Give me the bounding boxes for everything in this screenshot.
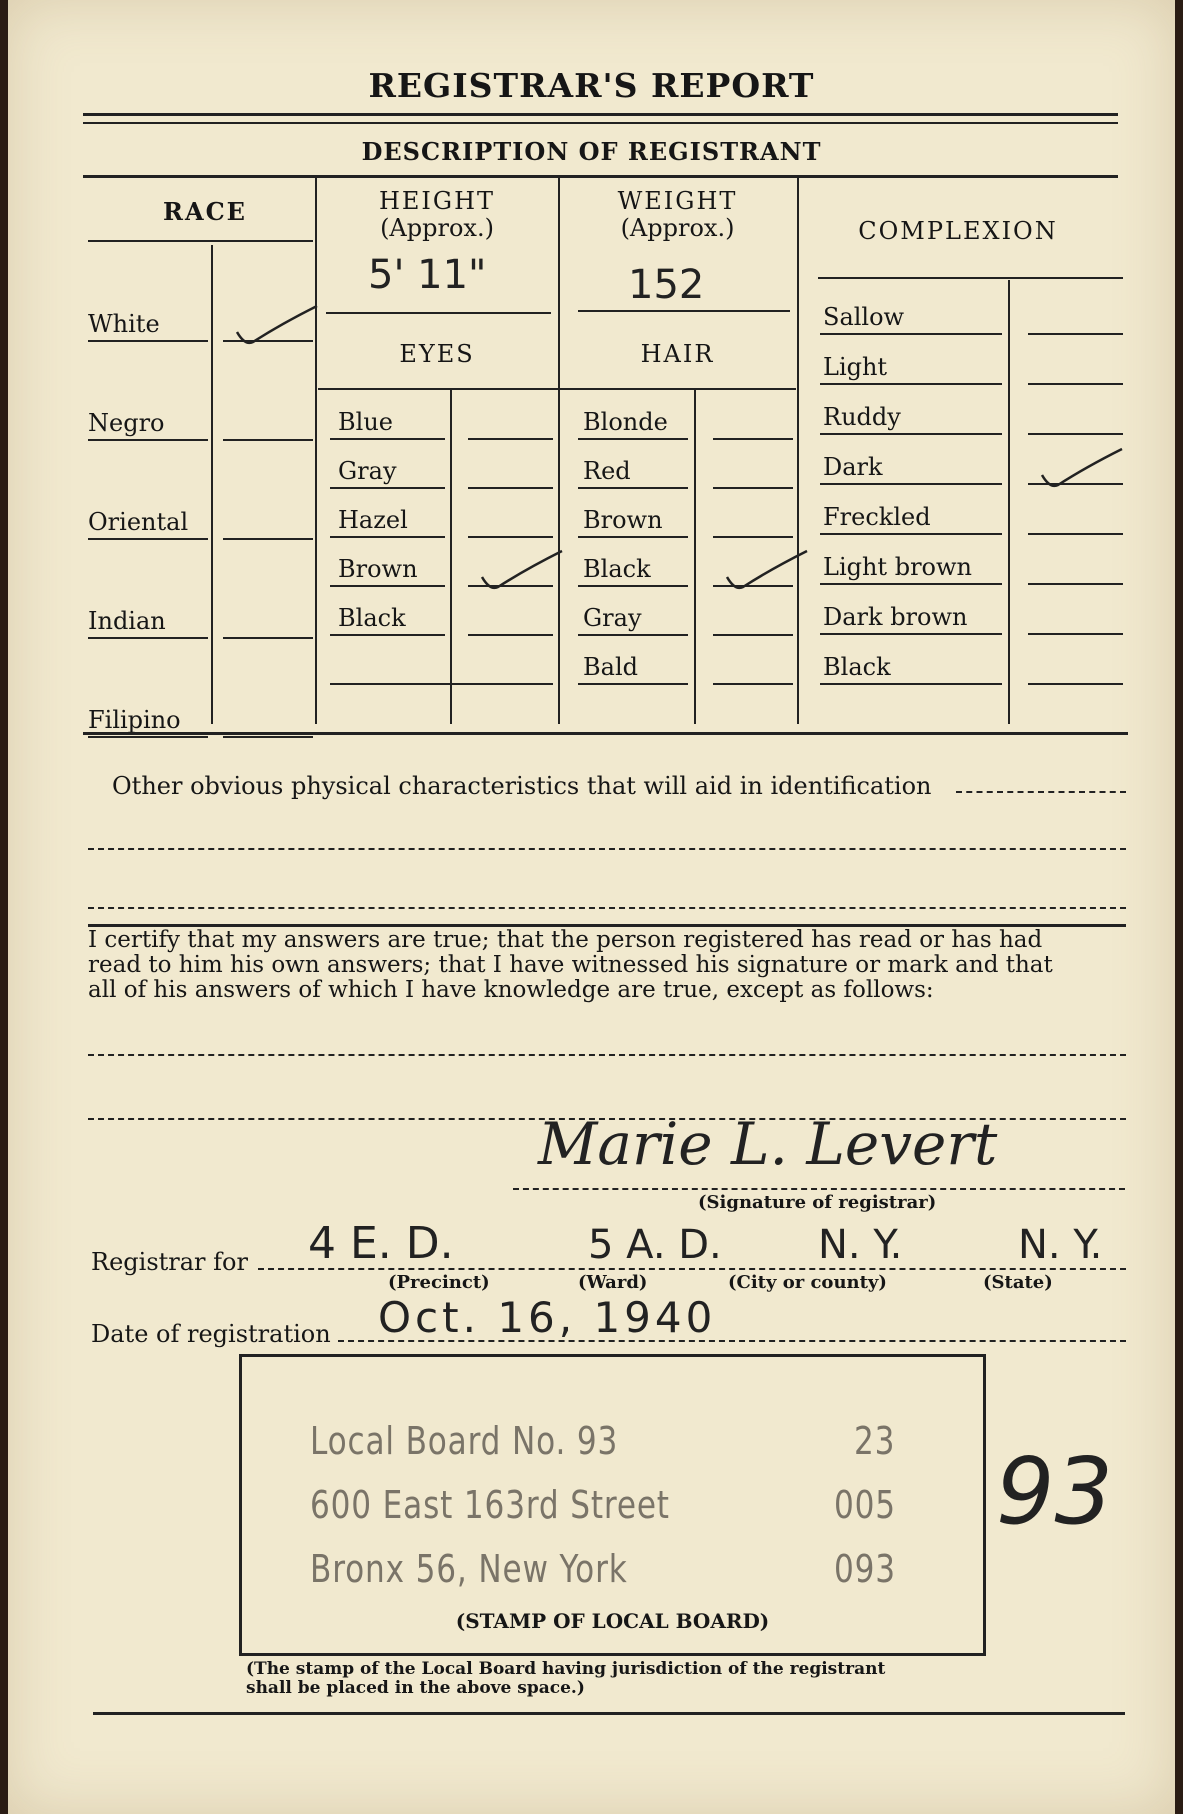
divider [1008,280,1010,724]
rule [820,333,1002,335]
checkbox-line [468,487,553,489]
certification-line: I certify that my answers are true; that the person registered has read or has had [88,927,1043,953]
eyes-header: EYES [399,340,475,368]
checkbox-line [1028,333,1123,335]
hair-option: Red [583,457,631,485]
checkbox-line [223,736,313,738]
page-title: REGISTRAR'S REPORT [368,66,815,105]
divider [211,245,213,724]
rule [330,634,445,636]
race-header: RACE [163,197,247,226]
rule [578,438,688,440]
rule [93,1712,1125,1715]
hair-header: HAIR [640,340,715,368]
checkbox-line [713,634,793,636]
rule [578,585,688,587]
rule [330,438,445,440]
checkbox-line [713,536,793,538]
checkmark-icon [476,547,566,597]
state-caption: (State) [983,1272,1053,1293]
complexion-option: Light [823,353,888,381]
rule [83,175,1118,178]
stamp-line: Bronx 56, New York [310,1547,628,1591]
dotted-line [88,1054,1126,1056]
signature-caption: (Signature of registrar) [698,1192,937,1213]
race-option: Negro [88,409,165,437]
rule [318,388,796,390]
checkmark-icon [1036,445,1126,495]
hair-option: Blonde [583,408,668,436]
stamp-code: 005 [834,1483,896,1527]
certification-line: all of his answers of which I have knowledge are true, except as follows: [88,977,934,1003]
state-value: N. Y. [1018,1222,1103,1268]
divider [450,390,452,724]
handwritten-board-number: 93 [996,1438,1114,1545]
complexion-option: Light brown [823,553,972,581]
rule [578,683,688,685]
dotted-line [88,848,1126,850]
rule [88,538,208,540]
stamp-caption: (STAMP OF LOCAL BOARD) [455,1609,770,1633]
date-of-registration-label: Date of registration [91,1320,331,1348]
complexion-header: COMPLEXION [858,217,1058,245]
stamp-code: 093 [834,1547,896,1591]
checkbox-line [1028,383,1123,385]
complexion-option: Black [823,653,891,681]
checkbox-line [223,538,313,540]
other-characteristics-label: Other obvious physical characteristics that will aid in identification [112,772,932,800]
rule [330,683,553,685]
rule [88,439,208,441]
rule [820,583,1002,585]
dotted-line [88,907,1126,909]
hair-option: Black [583,555,651,583]
complexion-option: Sallow [823,303,905,331]
divider [315,177,317,724]
checkbox-line [713,683,793,685]
checkmark-icon [231,302,321,352]
height-sub: (Approx.) [380,214,494,242]
rule [326,312,551,314]
eyes-option: Blue [338,408,393,436]
weight-sub: (Approx.) [620,214,735,242]
hair-option: Gray [583,604,642,632]
precinct-value: 4 E. D. [308,1218,454,1269]
stamp-line: Local Board No. 93 [310,1419,619,1463]
divider [694,390,696,724]
rule [88,637,208,639]
checkbox-line [1028,583,1123,585]
eyes-option: Brown [338,555,418,583]
rule [88,736,208,738]
ward-caption: (Ward) [578,1272,648,1293]
ward-value: 5 A. D. [588,1222,722,1268]
registrar-report-card [8,0,1175,1814]
rule [88,340,208,342]
rule [820,383,1002,385]
dotted-line [513,1188,1125,1190]
city-caption: (City or county) [728,1272,887,1293]
complexion-option: Dark [823,453,883,481]
rule [83,122,1118,124]
eyes-option: Black [338,604,406,632]
section-title: DESCRIPTION OF REGISTRANT [361,137,822,166]
stamp-code: 23 [854,1419,896,1463]
precinct-caption: (Precinct) [388,1272,490,1293]
checkmark-icon [721,547,811,597]
footer-note [246,1660,885,1698]
rule [578,536,688,538]
registrar-signature: Marie L. Levert [538,1110,998,1178]
rule [83,113,1118,116]
complexion-option: Ruddy [823,403,901,431]
race-option: Oriental [88,508,189,536]
hair-option: Brown [583,506,663,534]
checkbox-line [1028,433,1123,435]
eyes-option: Hazel [338,506,408,534]
rule [83,732,1128,735]
race-option: Filipino [88,706,181,734]
weight-header: WEIGHT [617,187,738,215]
rule [330,536,445,538]
weight-value: 152 [628,262,705,308]
dotted-line [956,791,1126,793]
rule [88,240,313,242]
certification-text [88,928,1053,1003]
checkbox-line [713,438,793,440]
rule [820,683,1002,685]
checkbox-line [1028,683,1123,685]
stamp-line: 600 East 163rd Street [310,1483,670,1527]
rule [578,310,790,312]
eyes-option: Gray [338,457,397,485]
checkbox-line [468,634,553,636]
rule [578,487,688,489]
checkbox-line [1028,633,1123,635]
checkbox-line [713,487,793,489]
footer-note-line: (The stamp of the Local Board having jurisdiction of the registrant [246,1659,886,1679]
hair-option: Bald [583,653,638,681]
height-value: 5' 11" [368,252,487,298]
checkbox-line [468,438,553,440]
checkbox-line [223,439,313,441]
rule [820,533,1002,535]
checkbox-line [1028,533,1123,535]
rule [330,487,445,489]
stamp-box [239,1354,986,1656]
height-header: HEIGHT [378,187,496,215]
rule [330,585,445,587]
race-option: White [88,310,160,338]
race-option: Indian [88,607,166,635]
rule [578,634,688,636]
date-of-registration-value: Oct. 16, 1940 [378,1293,717,1342]
divider [558,177,560,724]
divider [797,177,799,724]
city-value: N. Y. [818,1222,903,1268]
rule [820,633,1002,635]
registrar-for-label: Registrar for [91,1248,248,1276]
checkbox-line [468,536,553,538]
footer-note-line: shall be placed in the above space.) [246,1678,585,1698]
complexion-option: Dark brown [823,603,968,631]
complexion-option: Freckled [823,503,931,531]
rule [820,483,1002,485]
checkbox-line [223,637,313,639]
rule [820,433,1002,435]
certification-line: read to him his own answers; that I have witnessed his signature or mark and that [88,952,1053,978]
rule [818,277,1123,279]
